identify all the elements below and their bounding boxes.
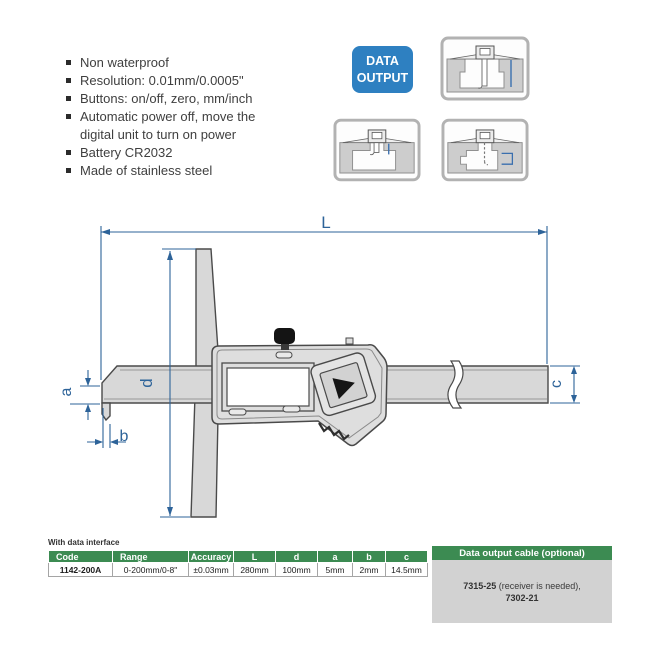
feature-text: Battery CR2032 xyxy=(80,145,173,160)
cable-panel-body xyxy=(432,560,612,623)
cell-c: 14.5mm xyxy=(386,563,428,577)
column-header-range: Range xyxy=(113,551,189,563)
lcd-screen xyxy=(227,368,309,406)
digital-display-unit xyxy=(212,328,387,446)
cell-range: 0-200mm/0-8" xyxy=(113,563,189,577)
side-button xyxy=(346,338,353,344)
spec-row xyxy=(49,563,428,577)
cable-code1: 7315-25 xyxy=(463,580,497,591)
cell-L: 280mm xyxy=(234,563,276,577)
cell-b: 2mm xyxy=(353,563,386,577)
dim-label-c: c xyxy=(548,380,565,388)
column-header-accuracy: Accuracy xyxy=(189,551,234,563)
dim-label-b: b xyxy=(119,428,129,445)
dim-label-d: d xyxy=(137,378,156,388)
feature-text: Buttons: on/off, zero, mm/inch xyxy=(80,91,253,106)
cell-d: 100mm xyxy=(276,563,318,577)
column-header-b: b xyxy=(353,551,386,563)
bottom-slot xyxy=(229,409,246,415)
cell-code: 1142-200A xyxy=(49,563,113,577)
top-slot xyxy=(276,352,292,358)
spec-table xyxy=(48,550,428,577)
cell-a: 5mm xyxy=(318,563,353,577)
column-header-L: L xyxy=(234,551,276,563)
cable-panel-title: Data output cable (optional) xyxy=(432,546,612,560)
dim-label-L: L xyxy=(321,213,331,232)
bottom-slot xyxy=(283,406,300,412)
dimension-c xyxy=(548,366,580,403)
cable-code1-note: (receiver is needed), xyxy=(496,580,581,591)
cable-panel xyxy=(432,546,612,623)
dimension-a xyxy=(58,370,100,420)
cable-code-line2: 7302-21 xyxy=(505,592,539,603)
column-header-c: c xyxy=(386,551,428,563)
feature-text: Non waterproof xyxy=(80,55,169,70)
header-row xyxy=(49,551,428,563)
dim-label-a: a xyxy=(58,387,75,397)
feature-text: Made of stainless steel xyxy=(80,163,213,178)
cable-code-line1 xyxy=(463,580,581,592)
table-caption: With data interface xyxy=(48,538,120,547)
column-header-code: Code xyxy=(49,551,113,563)
feature-text: Automatic power off, move the digital unit to turn on power xyxy=(80,109,256,142)
column-header-d: d xyxy=(276,551,318,563)
column-header-a: a xyxy=(318,551,353,563)
thumb-roller-knob xyxy=(274,328,295,344)
data-output-badge: DATA OUTPUT xyxy=(352,46,413,93)
cell-accuracy: ±0.03mm xyxy=(189,563,234,577)
feature-text: Resolution: 0.01mm/0.0005" xyxy=(80,73,244,88)
